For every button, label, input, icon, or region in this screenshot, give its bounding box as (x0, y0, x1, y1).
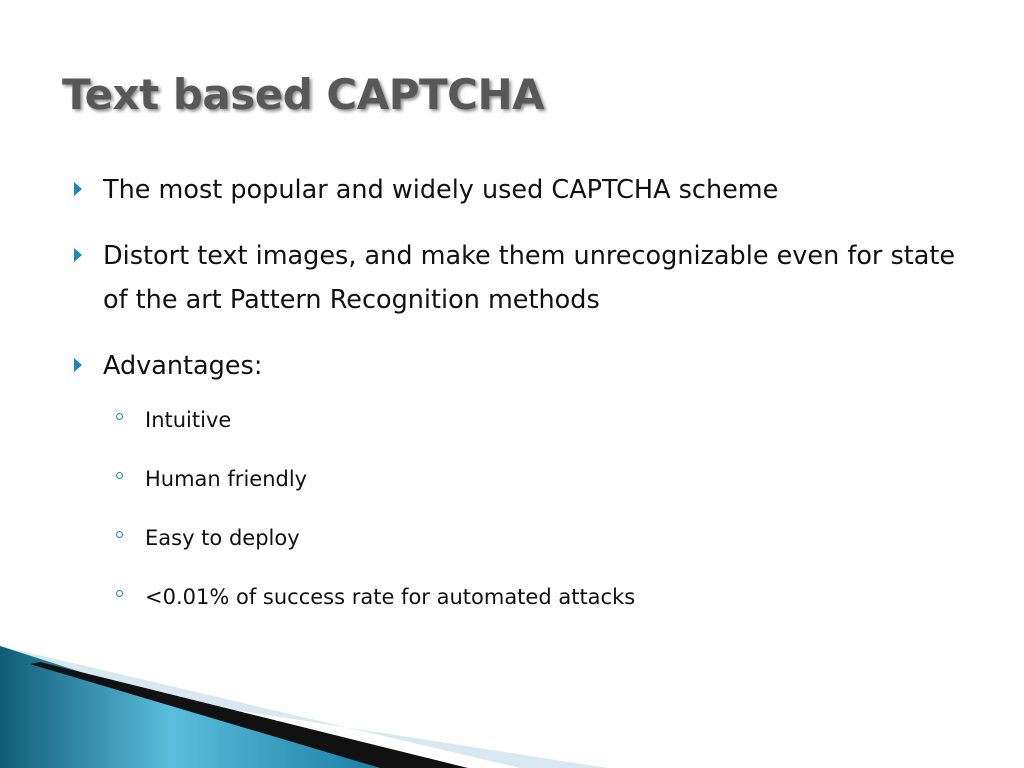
bullet-text: Distort text images, and make them unrecognizable even for state of the art Pattern Recognition methods (103, 241, 956, 315)
slide-title: Text based CAPTCHA (62, 70, 545, 119)
sub-bullet-text: Intuitive (145, 408, 232, 432)
bullet-text: Advantages: (103, 351, 263, 381)
sub-bullet-text: Human friendly (145, 467, 308, 491)
sub-bullet-text: Easy to deploy (145, 526, 300, 550)
bullet-text: The most popular and widely used CAPTCHA scheme (103, 175, 779, 205)
sub-bullet-text: <0.01% of success rate for automated attacks (145, 585, 636, 609)
